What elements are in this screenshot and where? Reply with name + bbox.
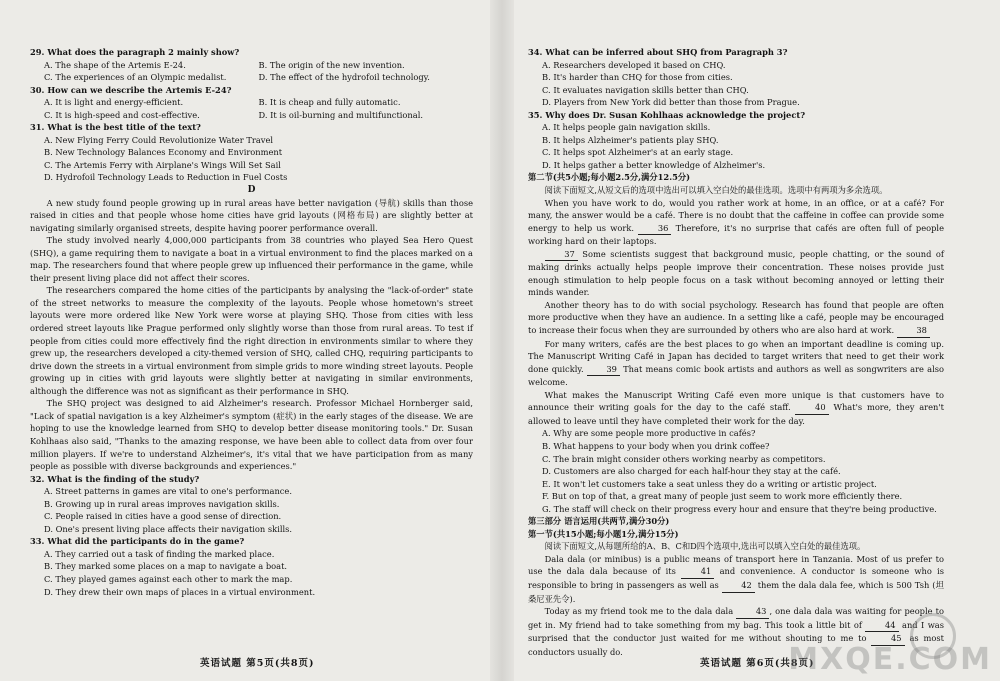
section-1-instructions: 阅读下面短文,从每题所给的A、B、C和D四个选项中,选出可以填入空白处的最佳选项。	[544, 541, 866, 552]
blank-43: 43	[736, 605, 769, 619]
cloze-p5-text-a: What makes the Manuscript Writing Café even more unique is that customers have to announce their writing goals for the day to the café staff.	[528, 389, 944, 413]
option-29a: A. The shape of the Artemis E-24.	[44, 59, 186, 70]
left-page-footer: 英语试题 第5页(共8页)	[200, 658, 315, 669]
option-35c: C. It helps spot Alzheimer's at an early stage.	[542, 147, 734, 158]
option-35d: D. It helps gather a better knowledge of Alzheimer's.	[542, 159, 766, 170]
option-31c: C. The Artemis Ferry with Airplane's Wings Will Set Sail	[44, 159, 281, 170]
cloze-paragraph-3	[528, 299, 944, 338]
option-34c: C. It evaluates navigation skills better than CHQ.	[542, 84, 749, 95]
option-31b: B. New Technology Balances Economy and Environment	[44, 147, 283, 158]
question-34-stem: 34. What can be inferred about SHQ from Paragraph 3?	[528, 47, 788, 57]
option-29d: D. The effect of the hydrofoil technology.	[258, 72, 430, 83]
section-1-heading: 第一节(共15小题;每小题1分,满分15分)	[528, 528, 679, 539]
passage-d-paragraph-1: A new study found people growing up in rural areas have better navigation (导航) skills than those raised in cities and that people whose home cities have grid layouts (网格布局) are slightly better at navigating similarly organised streets, despite having poorer performance overall.	[30, 197, 473, 233]
option-31d: D. Hydrofoil Technology Leads to Reduction in Fuel Costs	[44, 172, 288, 183]
blank-39: 39	[587, 363, 620, 377]
section-2-instructions: 阅读下面短文,从短文后的选项中选出可以填入空白处的最佳选项。选项中有两项为多余选项。	[544, 185, 888, 196]
option-30d: D. It is oil-burning and multifunctional.	[258, 109, 424, 120]
question-33-stem: 33. What did the participants do in the game?	[30, 536, 245, 547]
left-page	[30, 46, 473, 681]
option-30b: B. It is cheap and fully automatic.	[258, 97, 401, 108]
option-32a: A. Street patterns in games are vital to one's performance.	[44, 486, 292, 497]
option-35b: B. It helps Alzheimer's patients play SHQ.	[542, 134, 719, 145]
option-31a: A. New Flying Ferry Could Revolutionize Water Travel	[44, 134, 274, 145]
option-30a: A. It is light and energy-efficient.	[44, 97, 184, 108]
blank-42: 42	[722, 579, 755, 593]
question-35-stem: 35. Why does Dr. Susan Kohlhaas acknowledge the project?	[528, 109, 806, 120]
cloze-paragraph-2	[528, 248, 944, 299]
seven-choice-option-f: F. But on top of that, a great many of people just seem to work more efficiently there.	[542, 491, 903, 502]
option-33b: B. They marked some places on a map to navigate a boat.	[44, 561, 288, 572]
question-29-options-ab	[30, 59, 473, 72]
question-32-stem: 32. What is the finding of the study?	[30, 473, 200, 484]
dala-p2-text-a: Today as my friend took me to the dala dala	[544, 606, 734, 617]
cloze-paragraph-4	[528, 338, 944, 389]
question-30-options-cd	[30, 109, 473, 122]
blank-40: 40	[795, 401, 828, 415]
seven-choice-option-g: G. The staff will check on their progress every hour and ensure that they're being productive.	[542, 503, 937, 514]
dala-p2-text-c: and I was surprised that the conductor just waited for me without shouting to me to	[528, 619, 945, 644]
seven-choice-option-c: C. The brain might consider others working nearby as competitors.	[542, 453, 826, 464]
passage-d-paragraph-3: The researchers compared the home cities of the participants by analysing the "lack-of-order" state of the street networks to measure the complexity of the layouts. People whose hometown's street layouts were more ordered like New York were worse at playing SHQ. Those from cities with less ordered street layouts like Prague performed only slightly worse than those from rural areas. To test if people from cities could more effectively find the right direction in environments similar to where they grew up, the researchers developed a city-themed version of SHQ, called CHQ, requiring participants to drive down the streets in a virtual environment from simple grids to more winding street layouts. People growing up in cities with grid layouts were slightly better at navigating in similar environments, although the difference was not as significant as their performance in SHQ.	[30, 285, 473, 396]
question-30-stem: 30. How can we describe the Artemis E-24?	[30, 84, 232, 95]
cloze-p1-text-a: When you have work to do, would you rather work at home, in an office, or at a café? For many, the answer would be a café. There is no doubt that the caffeine in coffee can provide some energy to help us work.	[528, 197, 944, 233]
option-32d: D. One's present living place affects their navigation skills.	[44, 523, 293, 534]
option-34a: A. Researchers developed it based on CHQ.	[542, 59, 726, 70]
cloze-p2-text: Some scientists suggest that background music, people chatting, or the sound of making drinks actually helps people improve their concentration. These noises provide just enough stimulation to help people focus on a task without becoming annoyed or letting their minds wander.	[528, 248, 944, 298]
cloze-p4-text-a: For many writers, cafés are the best places to go when an important deadline is coming up. The Manuscript Writing Café in Japan has decided to target writers that need to get their work done quickly.	[528, 338, 944, 374]
right-page	[528, 46, 944, 681]
blank-36: 36	[638, 222, 671, 236]
cloze-paragraph-1	[528, 197, 944, 248]
option-33a: A. They carried out a task of finding the marked place.	[44, 548, 275, 559]
question-29-stem: 29. What does the paragraph 2 mainly show?	[30, 47, 240, 57]
question-29-options-cd	[30, 71, 473, 84]
passage-d-paragraph-2: The study involved nearly 4,000,000 participants from 38 countries who played Sea Hero Quest (SHQ), a game requiring them to navigate a boat in a virtual environment to find the places marked on a map. The researchers found that where people grew up influenced their performance in the game, while their present living place did not affect their scores.	[30, 235, 473, 283]
page-gutter	[490, 0, 514, 681]
cloze-p1-text-b: Therefore, it's no surprise that cafés are often full of people working hard on their laptops.	[528, 222, 944, 247]
part-3-heading: 第三部分 语言运用(共两节,满分30分)	[528, 516, 670, 527]
cloze-paragraph-5	[528, 389, 944, 428]
option-33d: D. They drew their own maps of places in a virtual environment.	[44, 586, 316, 597]
right-page-footer: 英语试题 第6页(共8页)	[700, 658, 815, 669]
blank-41: 41	[681, 565, 714, 579]
option-35a: A. It helps people gain navigation skills.	[542, 122, 711, 133]
blank-38: 38	[897, 324, 930, 338]
dala-paragraph-1	[528, 553, 944, 605]
option-34d: D. Players from New York did better than those from Prague.	[542, 97, 800, 108]
seven-choice-option-b: B. What happens to your body when you drink coffee?	[542, 440, 770, 451]
dala-p1-text-b: and convenience. A conductor is someone who is responsible to bring in passengers as well as	[528, 566, 944, 590]
option-29c: C. The experiences of an Olympic medalist.	[44, 72, 227, 83]
blank-44: 44	[865, 619, 898, 633]
cloze-p3-text: Another theory has to do with social psychology. Research has found that people are often more productive when they have an audience. In a setting like a café, people may be encouraged to increase their focus when they are surrounded by others who are also hard at work.	[528, 299, 944, 336]
seven-choice-option-e: E. It won't let customers take a seat unless they do a writing or artistic project.	[542, 478, 877, 489]
option-32c: C. People raised in cities have a good sense of direction.	[44, 511, 282, 522]
dala-p1-text-a: Dala dala (or minibus) is a public means of transport here in Tanzania. Most of us prefer to use the dala dala because of its	[528, 553, 944, 577]
watermark-logo: MXQE.COM	[788, 642, 992, 677]
blank-45: 45	[871, 632, 904, 646]
seven-choice-option-d: D. Customers are also charged for each half-hour they stay at the café.	[542, 466, 841, 477]
option-33c: C. They played games against each other to mark the map.	[44, 573, 293, 584]
passage-d-heading: D	[247, 185, 256, 196]
passage-d-paragraph-4: The SHQ project was designed to aid Alzheimer's research. Professor Michael Hornberger said, "Lack of spatial navigation is a key Alzheimer's symptom (症状) in the early stages of the disease. We are hoping to use the knowledge learned from SHQ to develop better disease monitoring tools." Dr. Susan Kohlhaas also said, "Thanks to the amazing response, we have been able to collect data from over four million players. If we're to understand Alzheimer's, it's vital that we have participation from as many people as possible with diverse backgrounds and experiences."	[30, 398, 473, 472]
seven-choice-option-a: A. Why are some people more productive in cafés?	[542, 428, 756, 439]
cloze-p4-text-b: That means comic book artists and authors as well as songwriters are also welcome.	[528, 363, 945, 388]
option-32b: B. Growing up in rural areas improves navigation skills.	[44, 498, 280, 509]
blank-37: 37	[545, 248, 578, 262]
option-30c: C. It is high-speed and cost-effective.	[44, 109, 200, 120]
question-31-stem: 31. What is the best title of the text?	[30, 122, 201, 133]
question-30-options-ab	[30, 96, 473, 109]
dala-p2-text-b: , one dala dala was waiting for people to get in. My friend had to take something from my bag. This took a little bit of	[528, 606, 944, 630]
dala-p2-text-d: as most conductors usually do.	[528, 633, 944, 657]
section-2-heading: 第二节(共5小题;每小题2.5分,满分12.5分)	[528, 172, 691, 183]
option-29b: B. The origin of the new invention.	[258, 59, 405, 70]
cloze-p5-text-b: What's more, they aren't allowed to leave until they have completed their work for the day.	[528, 402, 945, 426]
option-34b: B. It's harder than CHQ for those from cities.	[542, 72, 733, 83]
dala-p1-text-c: them the dala dala fee, which is 500 Tsh (坦桑尼亚先令).	[528, 579, 944, 604]
